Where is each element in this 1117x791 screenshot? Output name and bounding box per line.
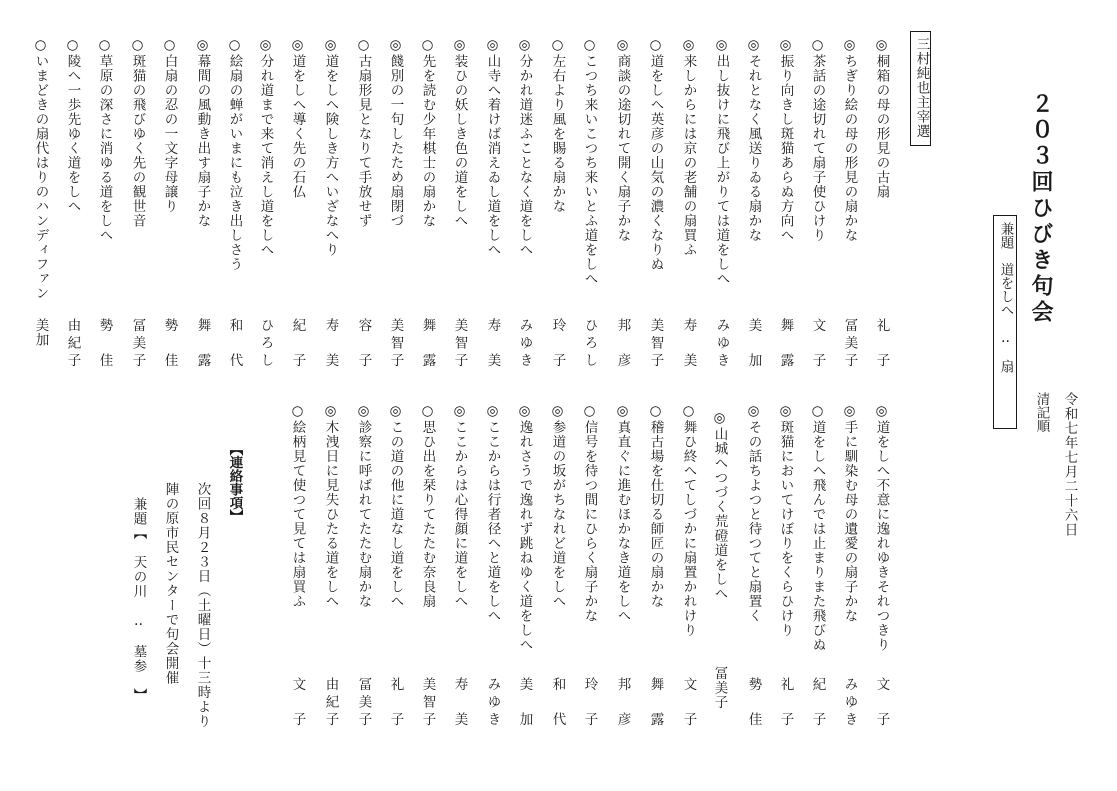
haiku-text: ○道をしへ飛んでは止まりまた飛びぬ xyxy=(809,403,826,652)
haiku-text: ○絵扇の蝉がいまにも泣き出しさう xyxy=(226,37,243,272)
haiku-text: ○いまどきの扇代はりのハンディファン xyxy=(32,37,49,301)
haiku-author: 邦 彦 xyxy=(614,677,631,730)
haiku-author: 美 加 xyxy=(516,677,533,730)
haiku-text: ◎この道の他に道なし道をしへ xyxy=(387,403,404,609)
haiku-text: ◎商談の途切れて開く扇子かな xyxy=(614,37,631,243)
haiku-author: みゆき xyxy=(484,677,501,730)
haiku-author: 冨美子 xyxy=(129,318,146,371)
notice-heading: 【連絡事項】 xyxy=(226,442,243,523)
haiku-author: 文 子 xyxy=(809,318,826,371)
haiku-author: 勢 佳 xyxy=(161,318,178,371)
haiku-text: ◎桐箱の母の形見の古扇 xyxy=(873,37,890,199)
haiku-author: 礼 子 xyxy=(777,677,794,730)
haiku-author: 玲 子 xyxy=(549,318,566,371)
haiku-text: ○古扇形見となりて手放せず xyxy=(355,37,372,228)
haiku-text: ◎真直ぐに進むほかなき道をしへ xyxy=(614,403,631,623)
meeting-date: 令和七年七月二十六日 xyxy=(1061,392,1078,537)
haiku-text: ◎幕間の風動き出す扇子かな xyxy=(194,37,211,228)
haiku-text: ◎道をしへ険しき方へいざなへり xyxy=(322,37,339,257)
selector-label: 三村純也主宰選 xyxy=(913,37,930,139)
haiku-text: ◎参道の坂がちなれど道をしへ xyxy=(549,403,566,609)
haiku-text: ○稽古場を仕切る師匠の扇かな xyxy=(647,403,664,609)
kendai-box xyxy=(993,215,1017,429)
haiku-author: 容 子 xyxy=(355,318,372,371)
haiku-text: ◎餞別の一句したため扇閉づ xyxy=(387,37,404,228)
haiku-author: 和 代 xyxy=(226,318,243,371)
haiku-author: 舞 露 xyxy=(777,318,794,371)
haiku-author: 舞 露 xyxy=(647,677,664,730)
kendai-label: 兼題 道をしへ ‥ 扇 xyxy=(997,222,1014,373)
haiku-text: ○道をしへ英彦の山気の濃くなりぬ xyxy=(647,37,664,272)
haiku-author: 冨美子 xyxy=(711,666,728,710)
haiku-text: ○信号を待つ間にひらく扇子かな xyxy=(581,403,598,623)
haiku-text: ○陵へ一歩先ゆく道をしへ xyxy=(64,37,81,214)
notice-line: 陣の原市民センターで句会開催 xyxy=(162,482,179,685)
haiku-author: 邦 彦 xyxy=(614,318,631,371)
haiku-text: ◎道をしへ導く先の石仏 xyxy=(289,37,306,199)
haiku-text: ◎ちぎり絵の母の形見の扇かな xyxy=(841,37,858,243)
haiku-text: ◎それとなく風送りゐる扇かな xyxy=(745,37,762,243)
haiku-text: ◎診察に呼ばれてたたむ扇かな xyxy=(355,403,372,609)
haiku-text: ◎来しからには京の老舗の扇買ふ xyxy=(680,37,697,257)
haiku-author: 文 子 xyxy=(680,677,697,730)
haiku-text: ○草原の深さに消ゆる道をしへ xyxy=(96,37,113,243)
haiku-author: 寿 美 xyxy=(484,318,501,371)
notice-line: 次回８月２３日（土曜日）十三時より xyxy=(194,482,211,729)
order-note: 清記順 xyxy=(1033,392,1050,433)
haiku-text: ◎ここからは心得顔に道をしへ xyxy=(451,403,468,609)
haiku-text: ○茶話の途切れて扇子使ひけり xyxy=(809,37,826,243)
haiku-author: 紀 子 xyxy=(289,318,306,371)
haiku-author: 美智子 xyxy=(419,677,436,730)
haiku-author: 美 加 xyxy=(745,318,762,371)
haiku-author: ひろし xyxy=(257,318,274,371)
haiku-author: 紀 子 xyxy=(809,677,826,730)
haiku-author: 玲 子 xyxy=(581,677,598,730)
haiku-author: 勢 佳 xyxy=(745,677,762,730)
haiku-text: ◎装ひの妖しき色の道をしへ xyxy=(451,37,468,228)
haiku-text: ○絵柄見て使つて見ては扇買ふ xyxy=(289,403,306,609)
haiku-text: ◎分れ道まで来て消えし道をしへ xyxy=(257,37,274,257)
haiku-author: 寿 美 xyxy=(322,318,339,371)
haiku-text: ○思ひ出を栞りてたたむ奈良扇 xyxy=(419,403,436,609)
haiku-text: ◎分かれ道迷ふことなく道をしへ xyxy=(516,37,533,257)
haiku-author: 寿 美 xyxy=(451,677,468,730)
haiku-author: 舞 露 xyxy=(194,318,211,371)
haiku-text: ◎逸れさうで逸れず跳ねゆく道をしへ xyxy=(516,403,533,652)
haiku-text: ◎山城へつづく荒磴道をしへ xyxy=(711,410,728,601)
haiku-author: 舞 露 xyxy=(419,318,436,371)
haiku-author: 文 子 xyxy=(873,677,890,730)
haiku-text: ○斑猫の飛びゆく先の観世音 xyxy=(129,37,146,228)
haiku-text: ○こつち来いこつち来いとふ道をしへ xyxy=(581,37,598,286)
notice-line: 兼題【 天の川 ‥ 墓参 】 xyxy=(130,497,147,703)
haiku-text: ◎道をしへ不意に逸れゆきそれつきり xyxy=(873,403,890,652)
haiku-text: ◎山寺へ着けば消えゐし道をしへ xyxy=(484,37,501,257)
haiku-text: ◎斑猫においてけぼりをくらひけり xyxy=(777,403,794,638)
haiku-text: ○先を読む少年棋士の扇かな xyxy=(419,37,436,228)
haiku-text: ◎出し抜けに飛び上がりては道をしへ xyxy=(713,37,730,286)
haiku-text: ◎その話ちよつと待つてと扇置く xyxy=(745,403,762,623)
haiku-author: 文 子 xyxy=(289,677,306,730)
haiku-author: 由紀子 xyxy=(64,318,81,371)
haiku-author: みゆき xyxy=(516,318,533,371)
haiku-author: 礼 子 xyxy=(387,677,404,730)
haiku-author: 美加 xyxy=(32,318,49,347)
haiku-text: ◎振り向きし斑猫あらぬ方向へ xyxy=(777,37,794,243)
haiku-text: ◎ここからは行者径へと道をしへ xyxy=(484,403,501,623)
haiku-text: ○舞ひ終へてしづかに扇置かれけり xyxy=(680,403,697,638)
haiku-author: 勢 佳 xyxy=(96,318,113,371)
haiku-text: ◎木洩日に見失ひたる道をしへ xyxy=(322,403,339,609)
haiku-author: 美智子 xyxy=(647,318,664,371)
page-title: ２０３回ひびき句会 xyxy=(1028,92,1054,326)
haiku-author: 礼 子 xyxy=(873,318,890,371)
haiku-text: ◎手に馴染む母の遺愛の扇子かな xyxy=(841,403,858,623)
haiku-author: 由紀子 xyxy=(322,677,339,730)
haiku-author: 寿 美 xyxy=(680,318,697,371)
haiku-author: みゆき xyxy=(713,318,730,371)
selector-box xyxy=(910,31,931,146)
haiku-author: みゆき xyxy=(841,677,858,730)
haiku-author: 和 代 xyxy=(549,677,566,730)
haiku-author: 美智子 xyxy=(387,318,404,371)
haiku-text: ○白扇の忍の一文字母譲り xyxy=(161,37,178,214)
haiku-author: ひろし xyxy=(581,318,598,371)
haiku-author: 美智子 xyxy=(451,318,468,371)
haiku-author: 冨美子 xyxy=(355,677,372,730)
haiku-text: ○左右より風を賜る扇かな xyxy=(549,37,566,214)
haiku-author: 冨美子 xyxy=(841,318,858,371)
